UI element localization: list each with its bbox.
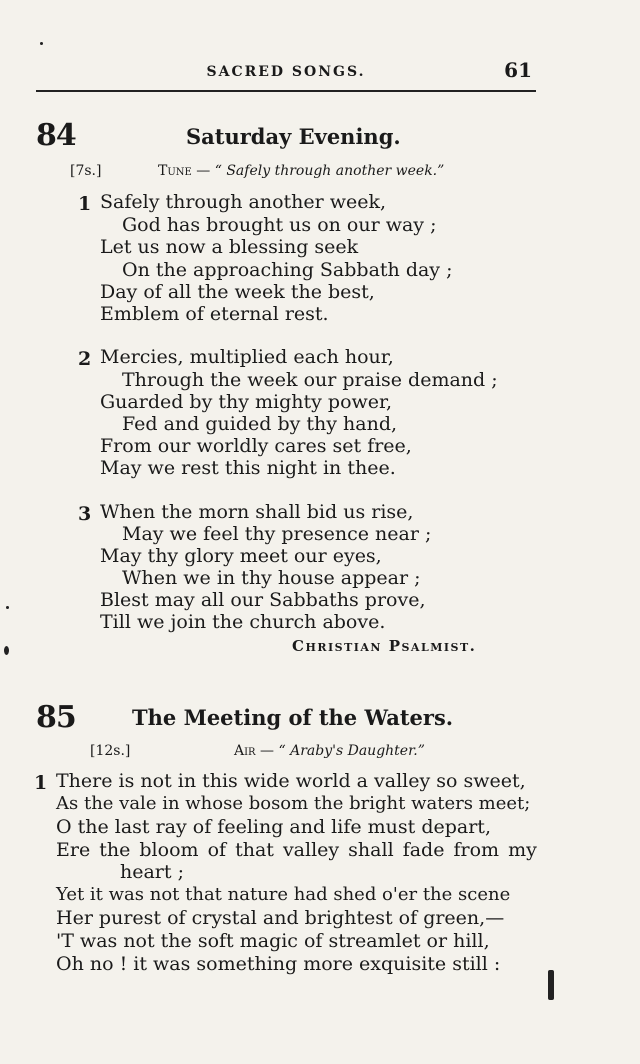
scan-speck <box>4 646 9 655</box>
verse-line: When the morn shall bid us rise, <box>100 501 414 523</box>
verse-number: 1 <box>78 193 92 215</box>
verse-line: When we in thy house appear ; <box>122 567 421 589</box>
verse-line: Till we join the church above. <box>100 611 386 633</box>
verse-number: 2 <box>78 348 92 370</box>
verse-line: God has brought us on our way ; <box>122 214 437 236</box>
verse-line: O the last ray of feeling and life must depart, <box>56 816 491 838</box>
verse-line: Fed and guided by thy hand, <box>122 413 398 435</box>
hymn-meter: [7s.] <box>70 163 102 179</box>
running-title: SACRED SONGS. <box>206 64 366 80</box>
scan-speck <box>548 970 554 1000</box>
verse-number: 1 <box>34 772 48 794</box>
verse-line: 'T was not the soft magic of streamlet or hill, <box>56 930 490 952</box>
verse-line: Ere the bloom of that valley shall fade from my <box>56 839 537 861</box>
tune-name: “ Araby's Daughter.” <box>278 743 425 759</box>
hymn-number: 84 <box>36 118 76 153</box>
verse-line: Let us now a blessing seek <box>100 236 359 258</box>
hymn-meter: [12s.] <box>90 743 131 759</box>
scan-speck <box>40 42 43 45</box>
verse-line: Safely through another week, <box>100 191 387 213</box>
verse-line: Through the week our praise demand ; <box>122 369 498 391</box>
tune-name: “ Safely through another week.” <box>214 163 445 179</box>
verse-line: Guarded by thy mighty power, <box>100 391 393 413</box>
verse-line: May we feel thy presence near ; <box>122 523 432 545</box>
verse-line: Oh no ! it was something more exquisite still : <box>56 953 501 975</box>
verse-line: There is not in this wide world a valley so sweet, <box>56 770 526 792</box>
verse-line: As the vale in whose bosom the bright waters meet; <box>56 793 531 814</box>
verse-line: From our worldly cares set free, <box>100 435 412 457</box>
page-header <box>36 58 536 92</box>
tune-label: Tune — <box>158 163 211 179</box>
verse-line: Emblem of eternal rest. <box>100 303 329 325</box>
scan-speck <box>6 606 9 609</box>
hymn-tune <box>158 163 444 179</box>
hymn-attribution: Christian Psalmist. <box>292 637 477 655</box>
verse-line: Mercies, multiplied each hour, <box>100 346 394 368</box>
verse-line: Yet it was not that nature had shed o'er the scene <box>56 884 511 905</box>
verse-number: 3 <box>78 503 92 525</box>
hymn-title: The Meeting of the Waters. <box>132 705 454 730</box>
tune-label: Air — <box>234 743 275 759</box>
verse-line: Day of all the week the best, <box>100 281 375 303</box>
verse-line: May we rest this night in thee. <box>100 457 396 479</box>
page-number: 61 <box>504 58 532 82</box>
verse-line: On the approaching Sabbath day ; <box>122 259 453 281</box>
hymn-number: 85 <box>36 700 76 735</box>
hymn-tune <box>234 743 425 759</box>
hymn-title: Saturday Evening. <box>186 124 401 149</box>
verse-line: heart ; <box>120 861 184 883</box>
verse-line: Her purest of crystal and brightest of green,— <box>56 907 505 929</box>
verse-line: May thy glory meet our eyes, <box>100 545 382 567</box>
verse-line: Blest may all our Sabbaths prove, <box>100 589 426 611</box>
